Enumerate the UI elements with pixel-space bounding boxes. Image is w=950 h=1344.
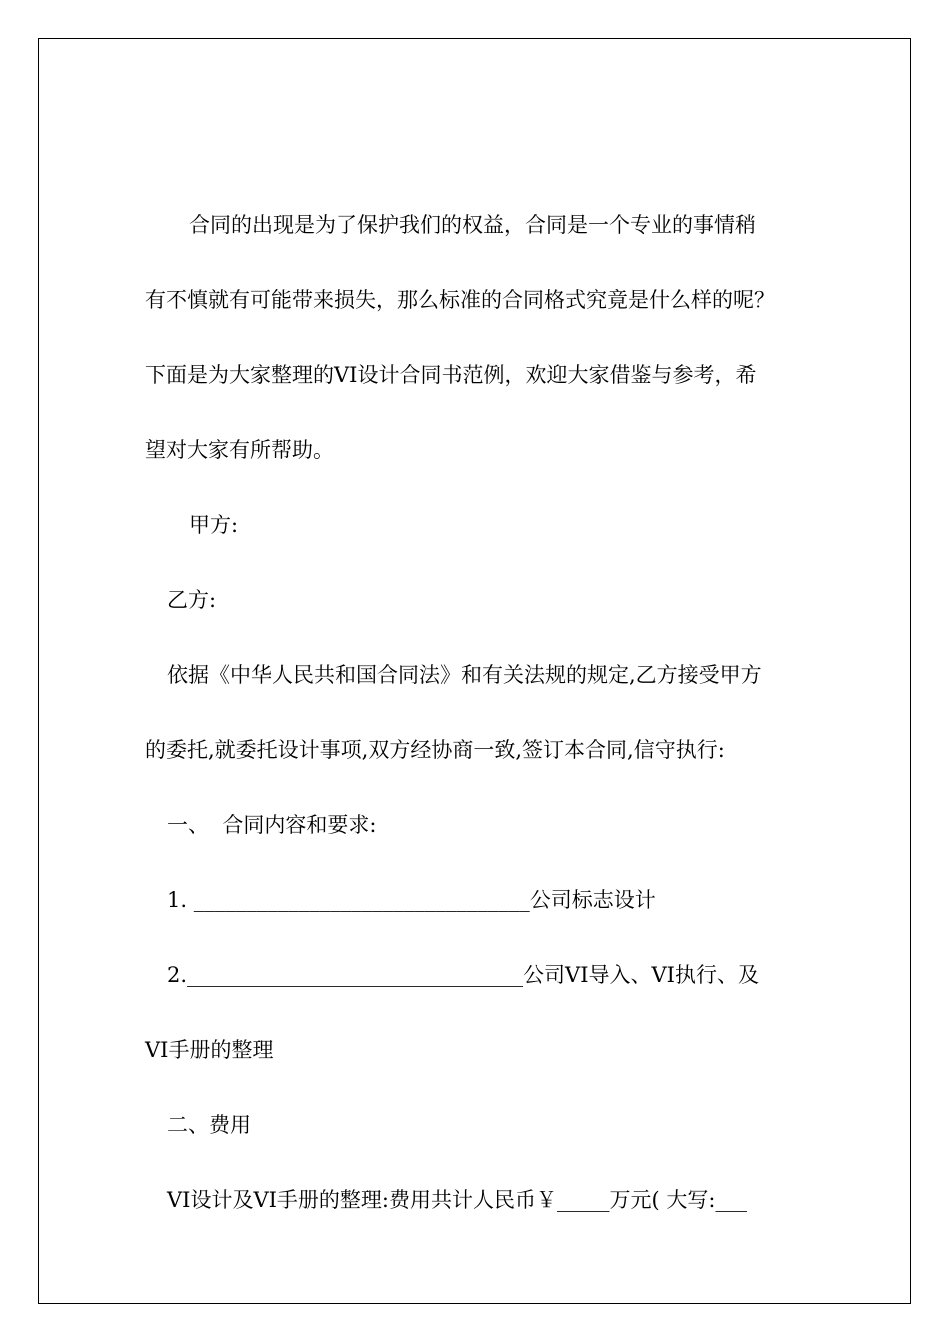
section-1-heading: 一、 合同内容和要求: bbox=[167, 813, 377, 837]
party-a-label: 甲方: bbox=[189, 513, 239, 537]
intro-line-2: 有不慎就有可能带来损失，那么标准的合同格式究竟是什么样的呢？ bbox=[145, 288, 775, 312]
intro-line-1: 合同的出现是为了保护我们的权益，合同是一个专业的事情稍 bbox=[189, 213, 756, 237]
party-b-label: 乙方: bbox=[167, 588, 217, 612]
basis-line-1: 依据《中华人民共和国合同法》和有关法规的规定,乙方接受甲方 bbox=[167, 663, 762, 687]
basis-line-2: 的委托,就委托设计事项,双方经协商一致,签订本合同,信守执行: bbox=[145, 738, 725, 762]
fee-line: VI设计及VI手册的整理:费用共计人民币￥_____万元( 大写:___ bbox=[167, 1188, 747, 1212]
item-2-vi-import: 2.________________________________公司VI导入、VI执行、及 bbox=[167, 963, 759, 987]
item-1-logo-design: 1. ________________________________公司标志设计 bbox=[167, 888, 656, 912]
item-2-continuation: VI手册的整理 bbox=[145, 1038, 274, 1062]
intro-line-4: 望对大家有所帮助。 bbox=[145, 438, 334, 462]
section-2-heading: 二、费用 bbox=[167, 1113, 251, 1137]
intro-line-3: 下面是为大家整理的VI设计合同书范例，欢迎大家借鉴与参考，希 bbox=[145, 363, 757, 387]
